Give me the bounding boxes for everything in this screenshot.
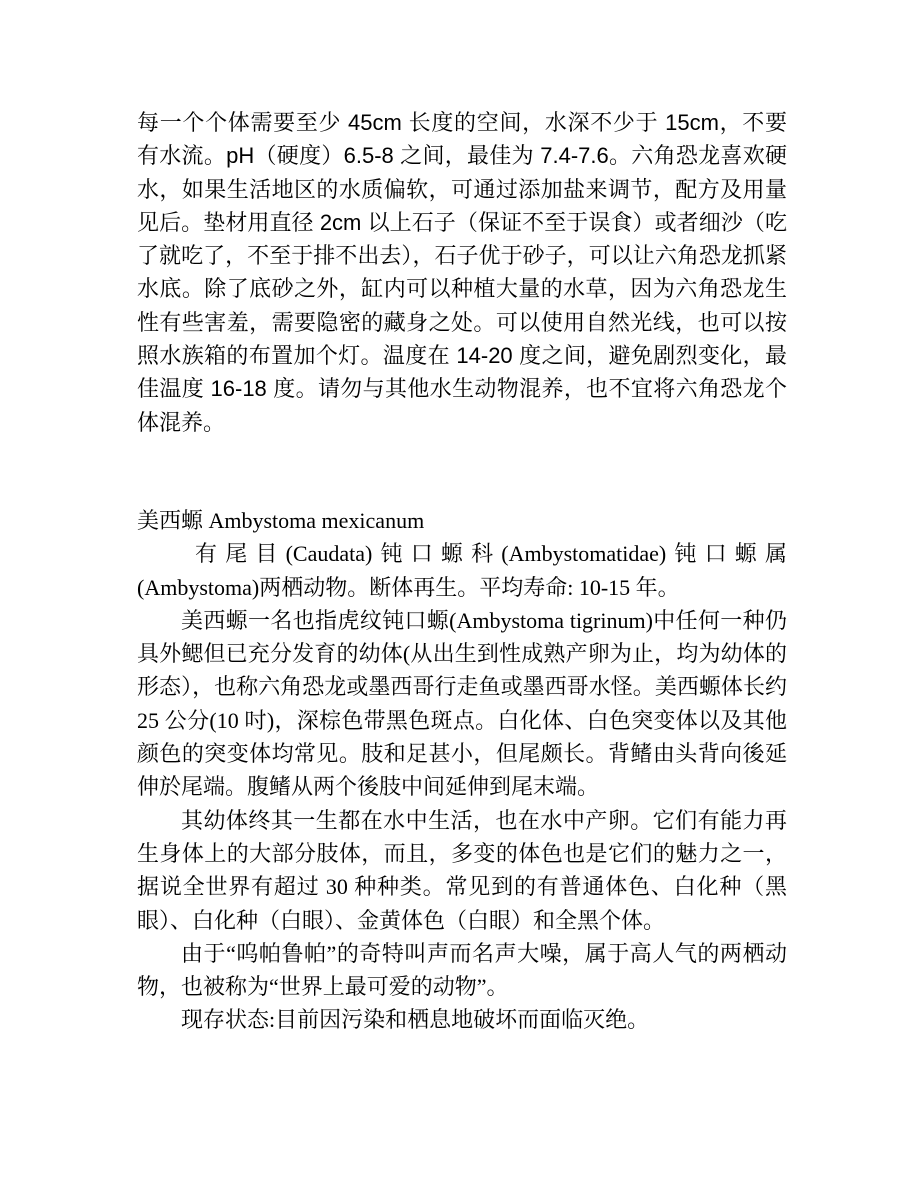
popularity-paragraph: 由于“呜帕鲁帕”的奇特叫声而名声大噪，属于高人气的两栖动物，也被称为“世界上最可爱的动物”。 xyxy=(137,940,788,1000)
taxonomy-paragraph: 有尾目(Caudata)钝口螈科(Ambystomatidae)钝口螈属(Ambystoma)两栖动物。断体再生。平均寿命: 10-15 年。 xyxy=(137,541,787,600)
axolotl-section xyxy=(137,504,787,1037)
section-heading: 美西螈 Ambystoma mexicanum xyxy=(137,508,425,533)
habitat-paragraph: 其幼体终其一生都在水中生活，也在水中产卵。它们有能力再生身体上的大部分肢体，而且，多变的体色也是它们的魅力之一，据说全世界有超过 30 种种类。常见到的有普通体色、白化种（黑眼）、白化种（白眼）、金黄体色（白眼）和全黑个体。 xyxy=(137,807,787,933)
status-paragraph: 现存状态:目前因污染和栖息地破坏而面临灭绝。 xyxy=(181,1007,650,1033)
aquarium-care-paragraph: 每一个个体需要至少 45cm 长度的空间，水深不少于 15cm，不要有水流。pH（硬度）6.5-8 之间，最佳为 7.4-7.6。六角恐龙喜欢硬水，如果生活地区的水质偏软，可通过添加盐来调节，配方及用量见后。垫材用直径 2cm 以上石子（保证不至于误食）或者细沙（吃了就吃了，不至于排不出去），石子优于砂子，可以让六角恐龙抓紧水底。除了底砂之外，缸内可以种植大量的水草，因为六角恐龙生性有些害羞，需要隐密的藏身之处。可以使用自然光线，也可以按照水族箱的布置加个灯。温度在 14-20 度之间，避免剧烈变化，最佳温度 16-18 度。请勿与其他水生动物混养，也不宜将六角恐龙个体混养。 xyxy=(137,110,787,435)
description-paragraph: 美西螈一名也指虎纹钝口螈(Ambystoma tigrinum)中任何一种仍具外鳃但已充分发育的幼体(从出生到性成熟产卵为止，均为幼体的形态），也称六角恐龙或墨西哥行走鱼或墨西哥水怪。美西螈体长约 25 公分(10 吋)，深棕色带黑色斑点。白化体、白色突变体以及其他颜色的突变体均常见。肢和足甚小，但尾颇长。背鳍由头背向後延伸於尾端。腹鳍从两个後肢中间延伸到尾末端。 xyxy=(137,607,787,800)
